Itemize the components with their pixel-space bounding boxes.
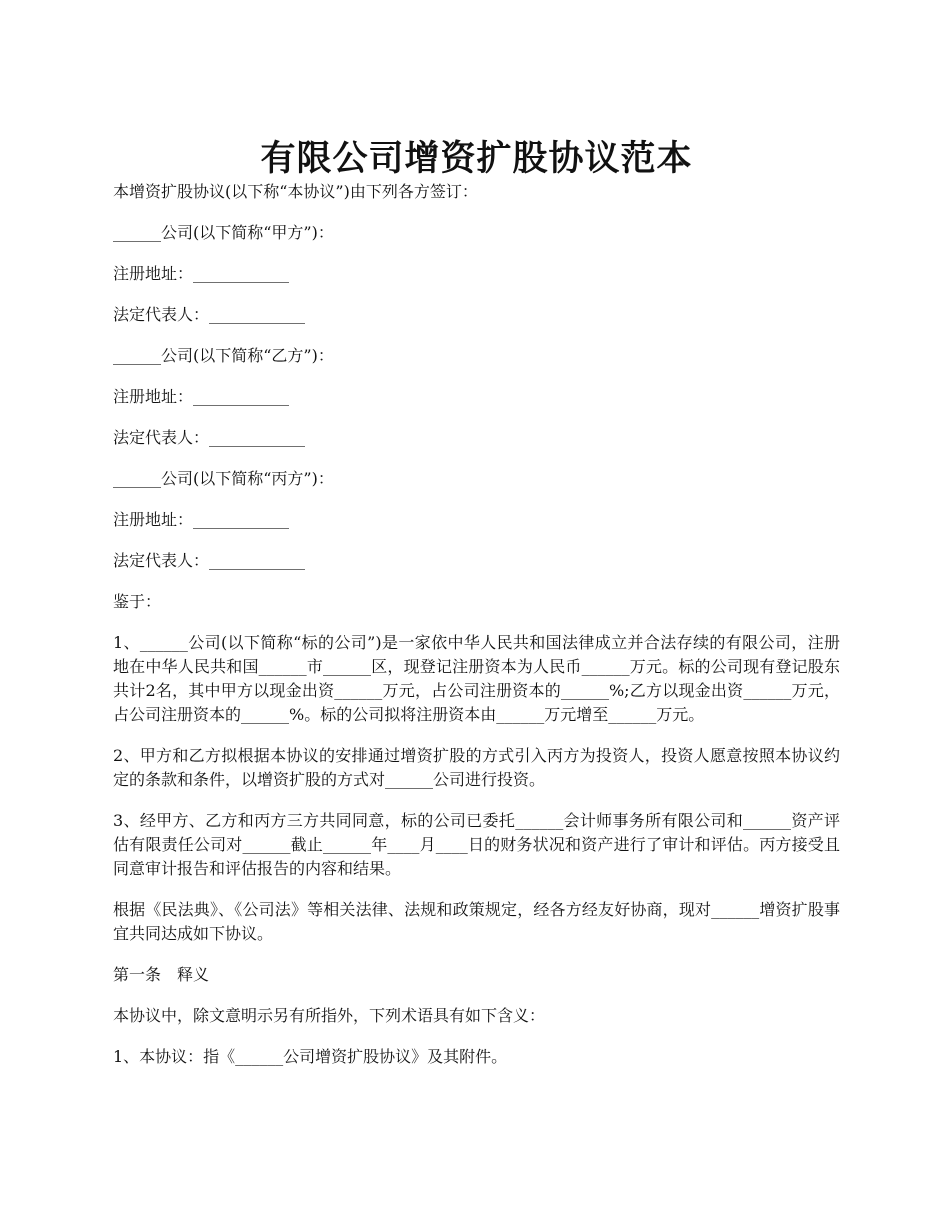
definition-item-1: 1、本协议：指《______公司增资扩股协议》及其附件。 xyxy=(113,1047,508,1066)
party-b-name: ______公司(以下简称“乙方”)： xyxy=(113,346,334,365)
whereas-clause-3: 3、经甲方、乙方和丙方三方共同同意，标的公司已委托______会计师事务所有限公司和______资产评估有限责任公司对______截止______年____月____日的财务状况和资产进行了审计和评估。丙方接受且同意审计报告和评估报告的内容和结果。 xyxy=(113,811,840,878)
document-title: 有限公司增资扩股协议范本 xyxy=(260,138,693,180)
article-1-heading: 第一条 释义 xyxy=(113,965,210,984)
intro-paragraph: 本增资扩股协议(以下称“本协议”)由下列各方签订： xyxy=(113,182,478,201)
party-c-representative: 法定代表人：____________ xyxy=(113,551,306,570)
party-b-address: 注册地址：____________ xyxy=(113,387,290,406)
whereas-heading: 鉴于： xyxy=(113,592,162,611)
party-b-representative: 法定代表人：____________ xyxy=(113,428,306,447)
party-a-address: 注册地址：____________ xyxy=(113,264,290,283)
agreement-basis-paragraph: 根据《民法典》、《公司法》等相关法律、法规和政策规定，经各方经友好协商，现对______增资扩股事宜共同达成如下协议。 xyxy=(113,900,840,943)
party-c-name: ______公司(以下简称“丙方”)： xyxy=(113,469,334,488)
party-c-address: 注册地址：____________ xyxy=(113,510,290,529)
party-a-name: ______公司(以下简称“甲方”)： xyxy=(113,223,334,242)
definitions-intro: 本协议中，除文意明示另有所指外，下列术语具有如下含义： xyxy=(113,1006,546,1025)
whereas-clause-1: 1、______公司(以下简称“标的公司”)是一家依中华人民共和国法律成立并合法存续的有限公司，注册地在中华人民共和国______市______区，现登记注册资本为人民币______万元。标的公司现有登记股东共计2名，其中甲方以现金出资______万元，占公司注册资本的______%;乙方以现金出资______万元，占公司注册资本的______%。标的公司拟将注册资本由______万元增至______万元。 xyxy=(113,633,840,724)
whereas-clause-2: 2、甲方和乙方拟根据本协议的安排通过增资扩股的方式引入丙方为投资人，投资人愿意按照本协议约定的条款和条件，以增资扩股的方式对______公司进行投资。 xyxy=(113,746,840,789)
party-a-representative: 法定代表人：____________ xyxy=(113,305,306,324)
document-body xyxy=(113,180,840,1086)
